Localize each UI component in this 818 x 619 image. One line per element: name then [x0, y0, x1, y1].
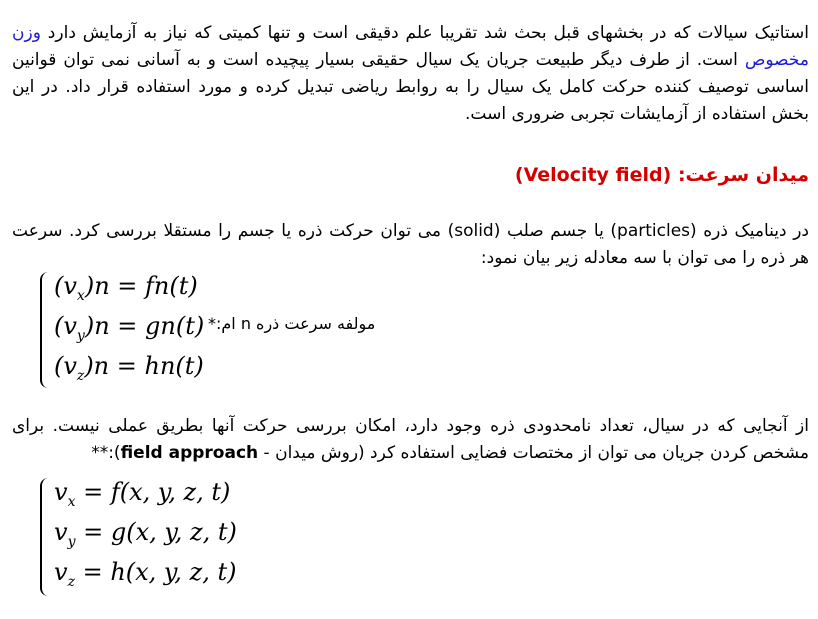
- particles-paragraph: [12, 218, 809, 272]
- term-particles: (particles): [610, 221, 697, 241]
- section-heading: [515, 164, 809, 186]
- heading-fa: میدان سرعت:: [677, 164, 809, 186]
- euler-eq-y: $v_y = g(x$, y, z, t): [54, 518, 237, 550]
- lagrange-equations: [40, 268, 205, 392]
- euler-eq-x: $v_x = f(x$, y, z, t): [54, 478, 231, 510]
- lagrange-brace: [40, 272, 52, 388]
- particles-text-2: یا جسم صلب: [500, 221, 611, 241]
- term-solid: (solid): [447, 221, 501, 241]
- particles-text-3: می توان حرکت ذره یا جسم را مستقلا بررسی کرد. سرعت هر ذره را می توان با سه معادله زیر بیان نمود:: [12, 221, 809, 268]
- heading-en: (Velocity field): [514, 164, 672, 186]
- intro-paragraph: [12, 20, 809, 128]
- field-paragraph: [12, 413, 809, 467]
- lagrange-eq-z: $(v_z)n = hn(t)$: [54, 352, 204, 384]
- euler-brace: [40, 478, 52, 596]
- euler-eq-z: $v_z = h(x$, y, z, t): [54, 558, 237, 590]
- particles-text-1: در دینامیک ذره: [696, 221, 809, 241]
- lagrange-eq-x: $(v_x)n = fn(t)$: [54, 272, 198, 304]
- intro-text-2: است. از طرف دیگر طبیعت جریان یک سیال حقیقی بسیار پیچیده است و به آسانی نمی توان قوانین اساسی توصیف کننده حرکت کامل یک سیال را به روابط ریاضی تبدیل کرده و مورد استفاده قرار داد. در این بخش استفاده از آزمایشات تجربی ضروری است.: [12, 50, 809, 124]
- field-text-2: ):**: [91, 443, 121, 463]
- highlight-term: وزن مخصوص: [12, 23, 809, 70]
- lagrange-eq-y: $(v_y)n = gn(t)$: [54, 312, 205, 344]
- field-text-1: از آنجایی که در سیال، تعداد نامحدودی ذره وجود دارد، امکان بررسی حرکت آنها بطریق عملی نیست. برای مشخص کردن جریان می توان از مختصات فضایی استفاده کرد (روش میدان -: [12, 416, 809, 463]
- euler-equations: [40, 474, 240, 600]
- intro-text-1: استاتیک سیالات که در بخشهای قبل بحث شد تقریبا علم دقیقی است و تنها کمیتی که نیاز به آزمایش دارد: [40, 23, 809, 43]
- velocity-component-note: مولفه سرعت ذره n ام:*: [208, 314, 376, 333]
- term-field-approach: field approach: [120, 443, 259, 463]
